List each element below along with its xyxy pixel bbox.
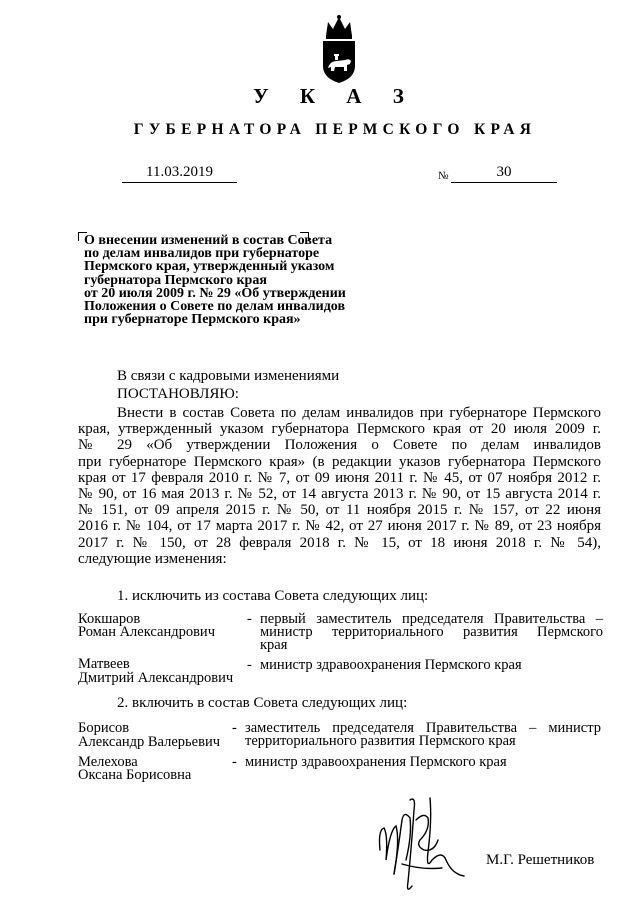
list-dash: - bbox=[247, 611, 252, 627]
person-given-name: Роман Александрович bbox=[78, 624, 215, 640]
role-line: первый заместитель председателя Правительства – bbox=[260, 611, 603, 627]
person-surname: Мелехова bbox=[78, 754, 138, 770]
paragraph-line: следующие изменения: bbox=[78, 550, 227, 567]
document-date: 11.03.2019 bbox=[122, 164, 237, 183]
main-paragraph bbox=[78, 405, 601, 567]
document-issuer: ГУБЕРНАТОРА ПЕРМСКОГО КРАЯ bbox=[133, 121, 537, 138]
paragraph-line: Внести в состав Совета по делам инвалидов при губернаторе Пермского bbox=[117, 405, 601, 421]
person-given-name: Александр Валерьевич bbox=[78, 734, 220, 750]
paragraph-line: № 90, от 16 мая 2013 г. № 52, от 14 августа 2013 г. № 90, от 15 августа 2014 г. bbox=[78, 486, 601, 503]
subject-line: губернатора Пермского края bbox=[84, 272, 267, 288]
subject-line: Положения о Совете по делам инвалидов bbox=[84, 299, 346, 315]
role-line: заместитель председателя Правительства – министр bbox=[245, 720, 601, 736]
subject-line: Пермского края, утвержденный указом bbox=[84, 259, 335, 275]
paragraph-line: № 151, от 09 апреля 2015 г. № 50, от 11 ноября 2015 г. № 157, от 22 июня bbox=[78, 502, 601, 519]
person-role bbox=[260, 659, 522, 672]
role-line: министр территориального развития Пермского bbox=[260, 624, 603, 640]
paragraph-line: края, утвержденный указом губернатора Пермского края от 20 июля 2009 г. bbox=[78, 421, 601, 438]
item-include-heading: 2. включить в состав Совета следующих лиц: bbox=[117, 695, 408, 711]
person-given-name: Оксана Борисовна bbox=[78, 767, 192, 783]
list-dash: - bbox=[247, 657, 252, 673]
list-dash: - bbox=[232, 720, 237, 736]
paragraph-line: № 29 «Об утверждении Положения о Совете по делам инвалидов bbox=[78, 437, 601, 454]
person-surname: Матвеев bbox=[78, 656, 130, 672]
paragraph-line: 2016 г. № 104, от 17 марта 2017 г. № 42, от 27 июня 2017 г. № 89, от 23 ноября bbox=[78, 518, 601, 535]
number-label: № bbox=[438, 170, 449, 182]
role-line: территориального развития Пермского края bbox=[245, 733, 516, 749]
document-number: 30 bbox=[451, 164, 557, 183]
role-line: министр здравоохранения Пермского края bbox=[260, 657, 522, 673]
role-line: края bbox=[260, 637, 288, 653]
paragraph-line: при губернаторе Пермского края» (в редакции указов губернатора Пермского bbox=[78, 453, 601, 470]
subject-line: О внесении изменений в состав Совета bbox=[84, 233, 333, 248]
paragraph-line: края от 17 февраля 2010 г. № 7, от 09 июня 2011 г. № 45, от 07 ноября 2012 г. bbox=[78, 469, 601, 486]
item-exclude-heading: 1. исключить из состава Совета следующих лиц: bbox=[117, 588, 429, 604]
person-surname: Борисов bbox=[78, 720, 130, 736]
decree-word: ПОСТАНОВЛЯЮ: bbox=[117, 386, 239, 402]
subject-line: от 20 июля 2009 г. № 29 «Об утверждении bbox=[84, 285, 346, 301]
person-given-name: Дмитрий Александрович bbox=[78, 670, 234, 686]
signer-name: М.Г. Решетников bbox=[486, 852, 595, 868]
coat-of-arms-emblem bbox=[318, 14, 360, 84]
handwritten-signature bbox=[372, 790, 472, 900]
person-surname: Кокшаров bbox=[78, 611, 141, 627]
subject-line: при губернаторе Пермского края» bbox=[84, 312, 301, 328]
document-subject bbox=[84, 234, 384, 326]
role-line: министр здравоохранения Пермского края bbox=[245, 754, 507, 770]
person-role bbox=[260, 613, 603, 652]
person-role bbox=[245, 756, 507, 769]
document-title: У К А З bbox=[253, 84, 417, 108]
intro-text: В связи с кадровыми изменениями bbox=[117, 368, 340, 384]
person-role bbox=[245, 722, 601, 748]
paragraph-line: 2017 г. № 150, от 28 февраля 2018 г. № 15, от 18 июня 2018 г. № 54), bbox=[78, 534, 601, 551]
subject-line: по делам инвалидов при губернаторе bbox=[84, 246, 320, 262]
list-dash: - bbox=[232, 754, 237, 770]
